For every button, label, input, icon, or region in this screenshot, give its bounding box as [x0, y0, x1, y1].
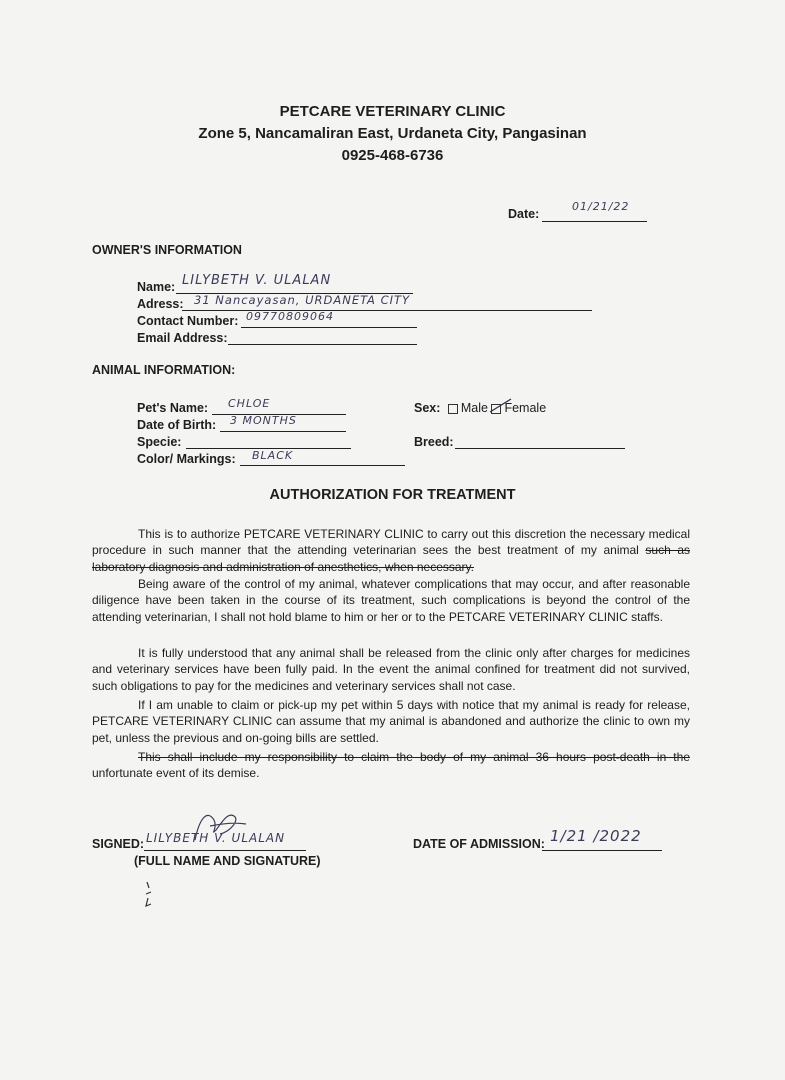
owner-name-value: LILYBETH V. ULALAN [182, 273, 332, 288]
signed-line [144, 850, 306, 851]
clinic-name: PETCARE VETERINARY CLINIC [279, 103, 506, 120]
sex-female-option[interactable] [491, 401, 546, 415]
paragraph-3: It is fully understood that any animal shall be released from the clinic only after charges for medicines and veterinary services have been fully paid. In the event the animal confined for treatment did not survived, such obligations to pay for the medicines and veterinary services shall not case. [92, 646, 690, 693]
signed-label: SIGNED: [92, 837, 145, 851]
authorization-title: AUTHORIZATION FOR TREATMENT [269, 487, 516, 503]
paragraph-2: Being aware of the control of my animal, whatever complications that may occur, and after reasonable diligence have been taken in the course of its treatment, such complications is beyond the control of the attending veterinarian, I shall not hold blame to him or her or to the PETCARE VETERINARY CLINIC staffs. [92, 577, 690, 624]
sex-label: Sex: [414, 401, 441, 415]
paragraph-5-text: unfortunate event of its demise. [92, 766, 260, 781]
owner-heading: OWNER'S INFORMATION [92, 243, 242, 257]
clinic-address: Zone 5, Nancamaliran East, Urdaneta City, Pangasinan [198, 125, 587, 142]
owner-address-label: Adress: [137, 297, 184, 311]
paragraph-5 [92, 749, 690, 782]
owner-name-label: Name: [137, 280, 176, 294]
admission-label: DATE OF ADMISSION: [413, 837, 545, 851]
color-value: BLACK [252, 449, 294, 462]
owner-email-line [228, 344, 417, 345]
sex-male-checkbox[interactable] [448, 404, 458, 414]
sex-field [414, 401, 546, 415]
color-label: Color/ Markings: [137, 452, 236, 466]
owner-email-label: Email Address: [137, 331, 228, 345]
checkmark-icon [489, 397, 513, 415]
pen-mark [143, 880, 155, 908]
signature-scribble [190, 806, 250, 846]
pet-name-value: CHLOE [228, 397, 271, 410]
sex-female-label: Female [504, 401, 547, 415]
specie-label: Specie: [137, 435, 182, 449]
pet-name-label: Pet's Name: [137, 401, 209, 415]
paragraph-4: If I am unable to claim or pick-up my pet within 5 days with notice that my animal is ready for release, PETCARE VETERINARY CLINIC can assume that my animal is abandoned and authorize the clinic to own my pet, unless the previous and on-going bills are settled. [92, 698, 690, 745]
owner-contact-label: Contact Number: [137, 314, 239, 328]
date-label: Date: [508, 207, 540, 221]
owner-address-value: 31 Nancayasan, URDANETA CITY [194, 293, 411, 307]
paragraph-1 [92, 526, 690, 575]
sex-male-label: Male [460, 401, 488, 415]
admission-line [542, 850, 662, 851]
dob-value: 3 MONTHS [230, 414, 297, 427]
dob-label: Date of Birth: [137, 418, 217, 432]
date-value: 01/21/22 [572, 200, 630, 213]
date-line [542, 221, 647, 222]
color-line [240, 465, 405, 466]
paragraph-1-struck: such as laboratory diagnosis and administration of anesthetics, when necessary. [92, 543, 690, 574]
breed-label: Breed: [414, 435, 454, 449]
animal-heading: ANIMAL INFORMATION: [92, 363, 236, 377]
signed-value: LILYBETH V. ULALAN [146, 831, 286, 845]
owner-address-line [182, 310, 592, 311]
admission-value: 1/21 /2022 [550, 827, 642, 845]
owner-contact-value: 09770809064 [246, 310, 334, 323]
paragraph-1-text: This is to authorize PETCARE VETERINARY CLINIC to carry out this discretion the necessary medical procedure in such manner that the attending veterinarian sees the best treatment of my animal [92, 527, 690, 558]
owner-contact-line [241, 327, 417, 328]
paragraph-5-struck: This shall include my responsibility to claim the body of my animal 36 hours post-death in the [138, 750, 690, 764]
breed-line [455, 448, 625, 449]
signature-caption: (FULL NAME AND SIGNATURE) [134, 854, 321, 868]
dob-line [220, 431, 346, 432]
clinic-phone: 0925-468-6736 [341, 147, 444, 164]
